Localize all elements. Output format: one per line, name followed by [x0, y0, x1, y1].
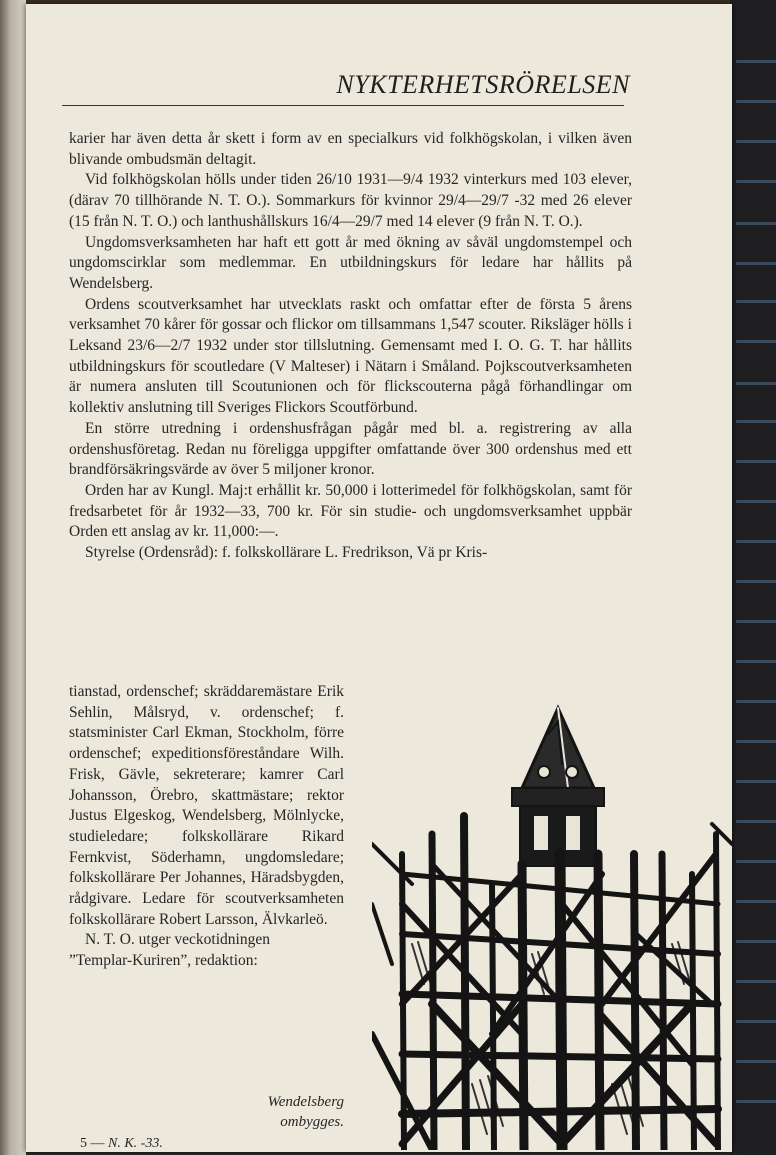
styrelse-column: [69, 682, 344, 972]
ntos-line: N. T. O. utger veckotidningen: [85, 931, 270, 949]
caption-line: ombygges.: [280, 1114, 344, 1130]
paragraph: Styrelse (Ordensråd): f. folkskollärare L. Fredrikson, Vä pr Kris-: [85, 544, 488, 562]
church-scaffolding-drawing-icon: [372, 704, 736, 1150]
paragraph: Orden har av Kungl. Maj:t erhållit kr. 50,000 i lotterimedel för folkhögskolan, samt för fredsarbetet för år 1932—33, 700 kr. För sin studie- och ungdomsverksamhet uppbär Orden ett anslag av kr. 11,000:—.: [69, 481, 632, 541]
illustration-caption: [206, 1092, 344, 1132]
caption-line: Wendelsberg: [267, 1094, 344, 1110]
kuriren-line: ”Templar-Kuriren”, redaktion:: [69, 952, 258, 970]
paragraph: Ordens scoutverksamhet har utvecklats raskt och omfattar efter de första 5 årens verksamhet 70 kårer för gossar och flickor om tillsammans 1,547 scouter. Riksläger hölls i Leksand 23/6—2/7 1932 under stor tillslutning. Gemensamt med I. O. G. T. har hållits utbildningskurs för scoutledare (V Malteser) i Nätarn i Småland. Pojkscoutverksamheten är numera ansluten till Scoutunionen och för flickscouterna pågå förhandlingar om kollektiv anslutning till Sveriges Flickors Scoutförbund.: [69, 295, 632, 417]
page-footer: [80, 1136, 163, 1152]
paragraph: En större utredning i ordenshusfrågan pågår med bl. a. registrering av alla ordenshusföretag. Redan nu föreligga uppgifter omfattande över 300 ordenshus med ett brandförsäkringsvärde av över 5 miljoner kronor.: [69, 419, 632, 479]
styrelse-paragraph: tianstad, ordenschef; skräddaremästare Erik Sehlin, Målsryd, v. ordenschef; f. statsminister Carl Ekman, Stockholm, förre ordenschef; expeditionsföreståndare Wilh. Frisk, Gävle, sekreterare; kamrer Carl Johansson, Örebro, skattmästare; rektor Justus Elgeskog, Wendelsberg, Mölnlycke, studieledare; folkskollärare Rikard Fernkvist, Söderhamn, ungdomsledare; folkskollärare Per Johannes, Häradsbygden, rådgivare. Ledare för scoutverksamheten folkskollärare Robert Larsson, Älvkarleö.: [69, 683, 344, 928]
scan-background-right: [730, 0, 776, 1155]
paragraph: Ungdomsverksamheten har haft ett gott år med ökning av såväl ungdomstempel och ungdomscirklar som medlemmar. En utbildningskurs för ledare har hållits på Wendelsberg.: [69, 233, 632, 292]
page-header-title: NYKTERHETSRÖRELSEN: [336, 70, 630, 99]
header-rule: [62, 105, 624, 106]
book-page: [26, 4, 732, 1152]
book-spine-edge: [0, 0, 26, 1155]
footer-signature: 5 —: [80, 1136, 105, 1151]
body-text: [69, 129, 632, 564]
footer-nk: N. K. -33.: [108, 1136, 163, 1151]
paragraph: Vid folkhögskolan hölls under tiden 26/10 1931—9/4 1932 vinterkurs med 103 elever, (därav 70 tillhörande N. T. O.). Sommarkurs för kvinnor 29/4—29/7 -32 med 26 elever (15 från N. T. O.) och lanthushållskurs 16/4—29/7 med 14 elever (9 från N. T. O.).: [69, 171, 632, 230]
paragraph: karier har även detta år skett i form av en specialkurs vid folkhögskolan, i vilken även blivande ombudsmän deltagit.: [69, 130, 632, 168]
